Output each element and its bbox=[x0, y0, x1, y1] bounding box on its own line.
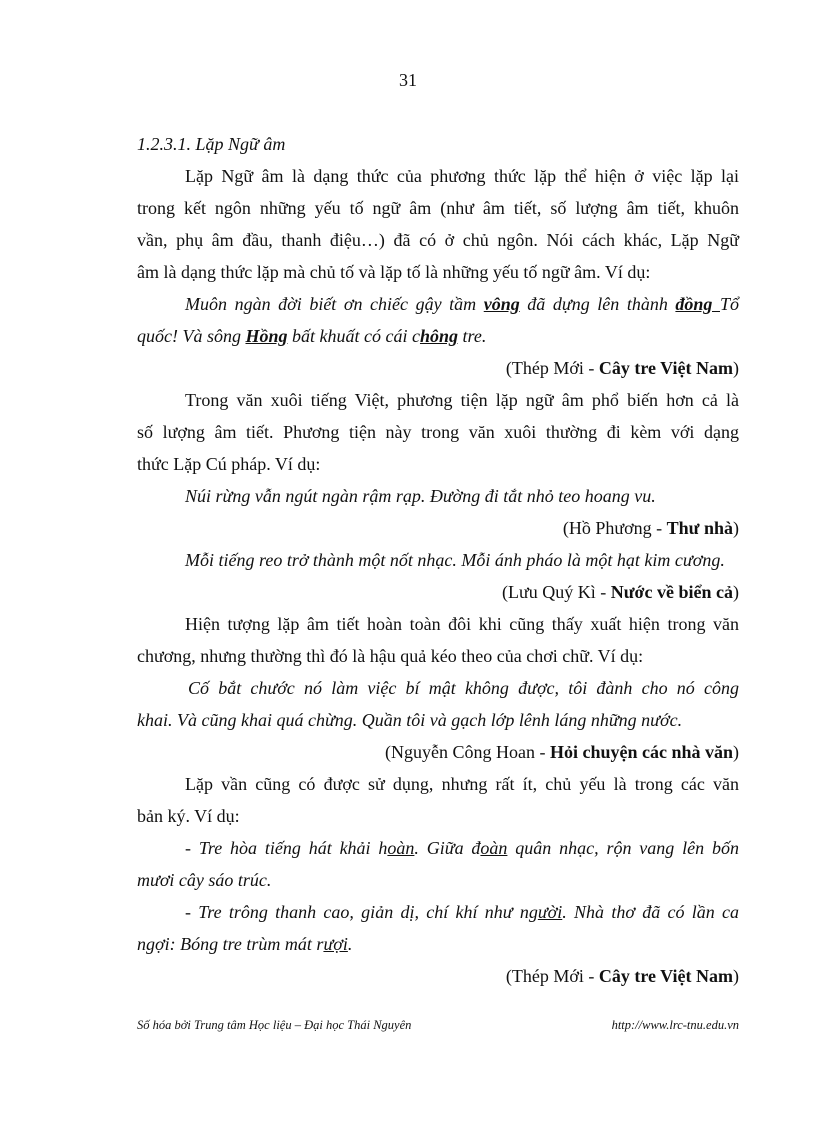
example-4-line-1: Cố bắt chước nó làm việc bí mật không được, tôi đành cho nó công bbox=[188, 678, 739, 698]
example-5-line-2: mươi cây sáo trúc. bbox=[137, 870, 272, 890]
example-2-text: Núi rừng vẫn ngút ngàn rậm rạp. Đường đi tắt nhỏ teo hoang vu. bbox=[185, 486, 656, 506]
page-content bbox=[137, 128, 739, 992]
paragraph-3-line-1: Hiện tượng lặp âm tiết hoàn toàn đôi khi cũng thấy xuất hiện trong văn bbox=[185, 614, 739, 634]
section-heading: 1.2.3.1. Lặp Ngữ âm bbox=[137, 134, 286, 154]
example-6-source: (Thép Mới - Cây tre Việt Nam) bbox=[505, 966, 739, 986]
paragraph-1-line-2: trong kết ngôn những yếu tố ngữ âm (như âm tiết, số lượng âm tiết, khuôn bbox=[137, 198, 739, 218]
example-1-line-2: quốc! Và sông Hồng bất khuất có cái chông tre. bbox=[137, 326, 487, 346]
paragraph-3-line-2: chương, nhưng thường thì đó là hậu quả kéo theo của chơi chữ. Ví dụ: bbox=[137, 646, 644, 666]
example-4-line-2: khai. Và cũng khai quá chừng. Quần tôi và gạch lớp lênh láng những nước. bbox=[137, 710, 683, 730]
example-1-source: (Thép Mới - Cây tre Việt Nam) bbox=[505, 358, 739, 378]
example-5-line-1: - Tre hòa tiếng hát khải hoàn. Giữa đoàn quân nhạc, rộn vang lên bốn bbox=[185, 838, 739, 858]
example-1-line-1: Muôn ngàn đời biết ơn chiếc gậy tầm vông đã dựng lên thành đồng Tổ bbox=[185, 294, 740, 314]
paragraph-4-line-1: Lặp vần cũng có được sử dụng, nhưng rất ít, chủ yếu là trong các văn bbox=[185, 774, 739, 794]
paragraph-2-line-1: Trong văn xuôi tiếng Việt, phương tiện lặp ngữ âm phổ biến hơn cả là bbox=[185, 390, 739, 410]
footer-left-text: Số hóa bởi Trung tâm Học liệu – Đại học Thái Nguyên bbox=[137, 1018, 412, 1032]
example-3-text: Mỗi tiếng reo trở thành một nốt nhạc. Mỗi ánh pháo là một hạt kim cương. bbox=[185, 550, 725, 570]
paragraph-1-line-1: Lặp Ngữ âm là dạng thức của phương thức lặp thể hiện ở việc lặp lại bbox=[185, 166, 739, 186]
example-6-line-2: ngợi: Bóng tre trùm mát rượi. bbox=[137, 934, 353, 954]
paragraph-2-line-2: số lượng âm tiết. Phương tiện này trong văn xuôi thường đi kèm với dạng bbox=[137, 422, 739, 442]
example-6-line-1: - Tre trông thanh cao, giản dị, chí khí như người. Nhà thơ đã có lần ca bbox=[185, 902, 739, 922]
paragraph-1-line-4: âm là dạng thức lặp mà chủ tố và lặp tố là những yếu tố ngữ âm. Ví dụ: bbox=[137, 262, 651, 282]
page-number: 31 bbox=[399, 70, 417, 90]
example-3-source: (Lưu Quý Kì - Nước về biển cả) bbox=[502, 582, 739, 602]
paragraph-4-line-2: bản ký. Ví dụ: bbox=[137, 806, 240, 826]
footer-url: http://www.lrc-tnu.edu.vn bbox=[611, 1018, 739, 1032]
paragraph-1-line-3: vần, phụ âm đầu, thanh điệu…) đã có ở chủ ngôn. Nói cách khác, Lặp Ngữ bbox=[137, 230, 739, 250]
example-2-source: (Hồ Phương - Thư nhà) bbox=[562, 518, 739, 538]
page-footer bbox=[137, 1018, 739, 1033]
example-4-source: (Nguyễn Công Hoan - Hỏi chuyện các nhà văn) bbox=[384, 742, 739, 762]
paragraph-2-line-3: thức Lặp Cú pháp. Ví dụ: bbox=[137, 454, 321, 474]
